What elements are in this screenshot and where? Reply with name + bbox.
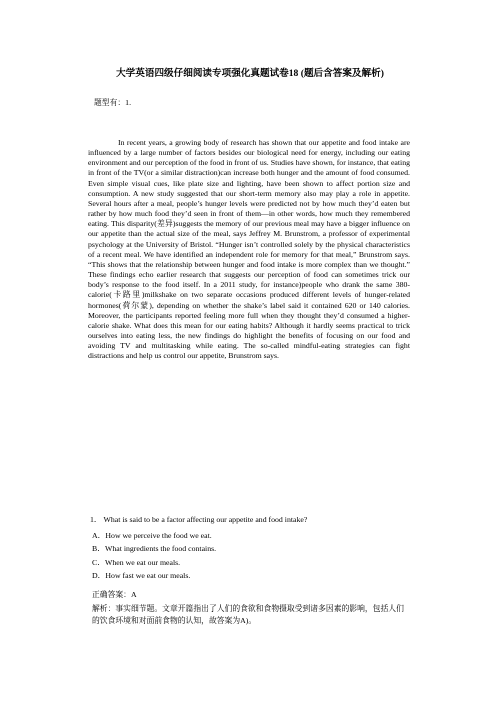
correct-answer: 正确答案：A	[92, 590, 137, 599]
option-a: A．How we perceive the food we eat.	[92, 531, 212, 540]
document-title: 大学英语四级仔细阅读专项强化真题试卷18 (题后含答案及解析)	[116, 68, 384, 79]
option-d: D．How fast we eat our meals.	[92, 571, 191, 581]
question-stem: 1． What is said to be a factor affecting our appetite and food intake?	[90, 515, 308, 524]
reading-passage: In recent years, a growing body of research has shown that our appetite and food intake are influenced by a large number of factors besides our biological need for energy, including our eating environment and our perception of the food in front of us. Studies have shown, for instance, that eating in front of the TV(or a similar distraction)can increase both hunger and the amount of food consumed. Even simple visual cues, like plate size and lighting, have been shown to affect portion size and consumption. A new study suggested that our short-term memory also may play a role in appetite. Several hours after a meal, people’s hunger levels were predicted not by how much they’d eaten but rather by how much food they’d seen in front of them—in other words, how much they remembered eating. This disparity(差异)suggests the memory of our previous meal may have a bigger influence on our appetite than the actual size of the meal, says Jeffrey M. Brunstrom, a professor of experimental psychology at the University of Bristol. “Hunger isn’t controlled solely by the physical characteristics of a recent meal. We have identified an independent role for memory for that meal,” Brunstrom says. “This shows that the relationship between hunger and food intake is more complex than we thought.” These findings echo earlier research that suggests our perception of food can sometimes trick our body’s response to the food itself. In a 2011 study, for instance)people who drank the same 380-calorie(卡路里)milkshake on two separate occasions produced different levels of hunger-related hormones(荷尔蒙), depending on whether the shake’s label said it contained 620 or 140 calories. Moreover, the participants reported feeling more full when they thought they’d consumed a higher-calorie shake. What does this mean for our eating habits? Although it hardly seems practical to trick ourselves into eating less, the new findings do highlight the benefits of focusing on our food and avoiding TV and multitasking while eating. The so-called mindful-eating strategies can fight distractions and help us control our appetite, Brunstrom says.	[88, 138, 410, 361]
question-type-label: 题型有：1.	[94, 98, 132, 107]
answer-options	[92, 529, 216, 583]
option-c: C．When we eat our meals.	[92, 557, 181, 567]
answer-explanation: 解析：事实细节题。文章开篇指出了人们的食欲和食物摄取受到诸多因素的影响，包括人们的饮食环境和对面前食物的认知，故答案为A)。	[92, 604, 404, 625]
option-b: B．What ingredients the food contains.	[92, 544, 217, 554]
